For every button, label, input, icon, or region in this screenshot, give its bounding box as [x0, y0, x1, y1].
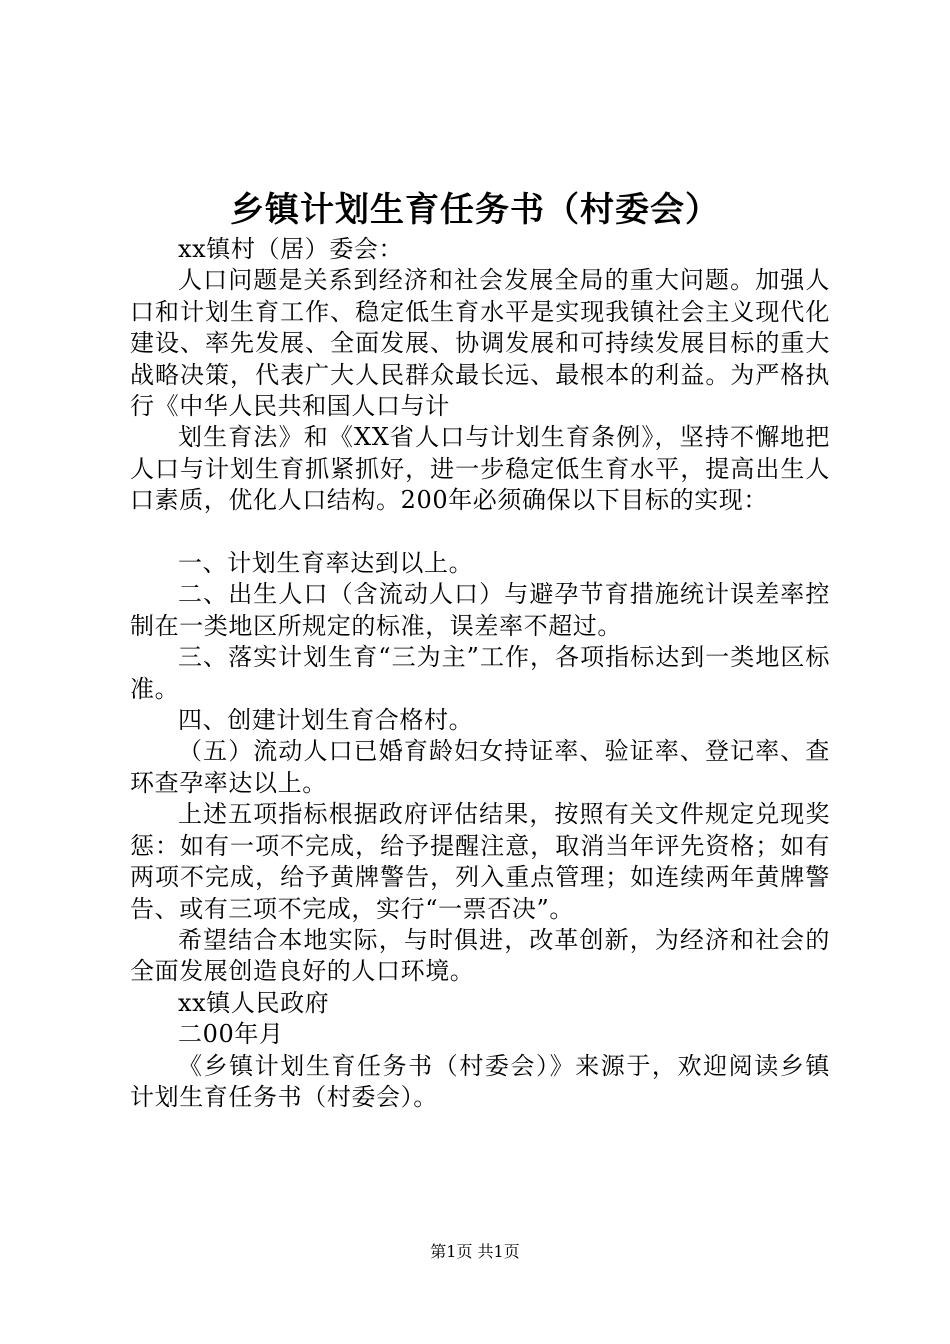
issue-date: 二00年月	[178, 1020, 284, 1049]
target-item-3: 三、落实计划生育“三为主”工作，各项指标达到一类地区标准。	[130, 643, 830, 703]
closing-paragraph: 希望结合本地实际，与时俱进，改革创新，为经济和社会的全面发展创造良好的人口环境。	[130, 925, 830, 986]
target-item-2: 二、出生人口（含流动人口）与避孕节育措施统计误差率控制在一类地区所规定的标准，误差率不超过。	[130, 580, 830, 640]
target-item-1: 一、计划生育率达到以上。	[178, 549, 474, 578]
target-item-5: （五）流动人口已婚育龄妇女持证率、验证率、登记率、查环查孕率达以上。	[130, 737, 830, 797]
intro-paragraph-continued: 划生育法》和《XX省人口与计划生育条例》，坚持不懈地把人口与计划生育抓紧抓好，进一步稳定低生育水平，提高出生人口素质，优化人口结构。200年必须确保以下目标的实现：	[130, 423, 830, 515]
page-footer: 第1页 共1页	[430, 1242, 520, 1261]
document-body	[130, 234, 830, 1113]
reward-penalty-paragraph: 上述五项指标根据政府评估结果，按照有关文件规定兑现奖惩：如有一项不完成，给予提醒注意，取消当年评先资格；如有两项不完成，给予黄牌警告，列入重点管理；如连续两年黄牌警告、或有三项不完成，实行“一票否决”。	[130, 800, 830, 923]
document-title: 乡镇计划生育任务书（村委会）	[230, 190, 720, 230]
target-item-4: 四、创建计划生育合格村。	[178, 706, 474, 735]
issuer-signature: xx镇人民政府	[178, 988, 330, 1017]
source-note: 《乡镇计划生育任务书（村委会）》来源于，欢迎阅读乡镇计划生育任务书（村委会）。	[130, 1051, 830, 1111]
intro-paragraph: 人口问题是关系到经济和社会发展全局的重大问题。加强人口和计划生育工作、稳定低生育水平是实现我镇社会主义现代化建设、率先发展、全面发展、协调发展和可持续发展目标的重大战略决策，代表广大人民群众最长远、最根本的利益。为严格执行《中华人民共和国人口与计	[130, 266, 830, 421]
salutation: xx镇村（居）委会：	[178, 235, 404, 263]
